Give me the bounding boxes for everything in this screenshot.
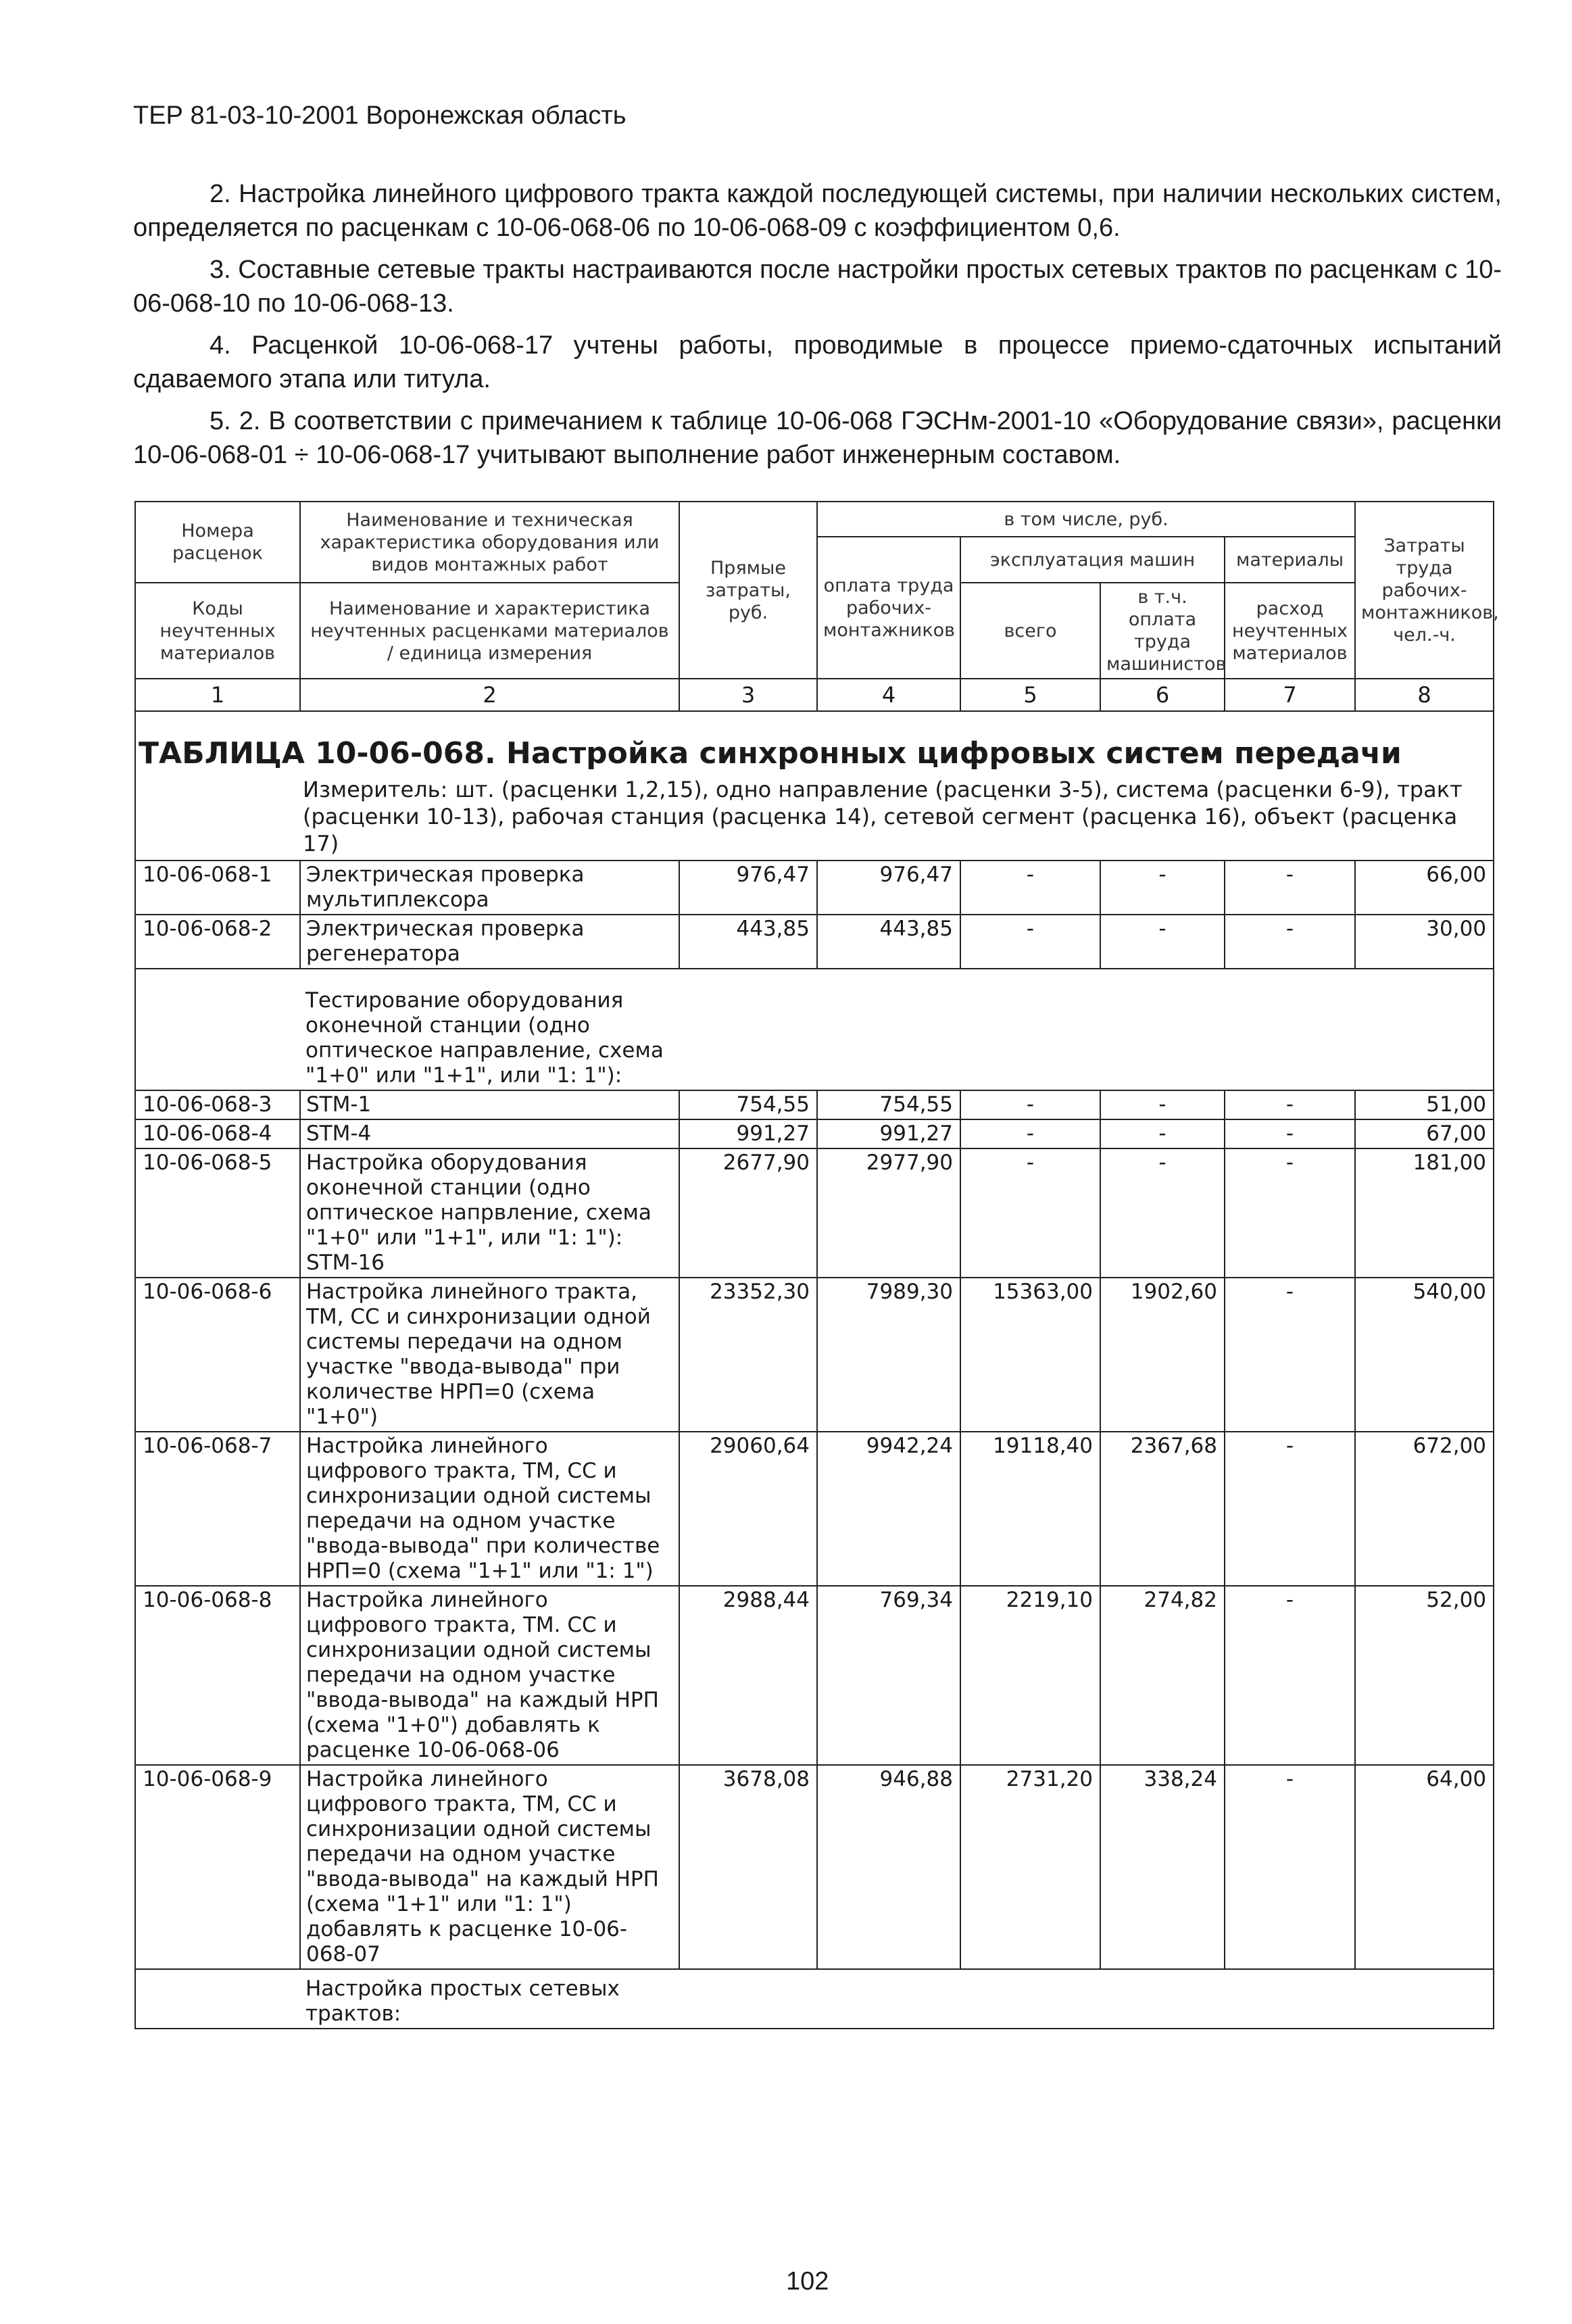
header-worker-pay: оплата труда рабочих-монтажников bbox=[817, 537, 960, 679]
table-row bbox=[135, 915, 1494, 969]
group-title: Настройка простых сетевых трактов: bbox=[305, 1977, 620, 2026]
machinist-pay: 274,82 bbox=[1100, 1586, 1225, 1765]
column-number: 7 bbox=[1225, 679, 1355, 711]
direct-costs: 976,47 bbox=[679, 861, 817, 915]
header-rate-numbers: Номера расценок bbox=[135, 502, 300, 583]
materials: - bbox=[1225, 1148, 1355, 1278]
rate-name: STM-4 bbox=[300, 1119, 679, 1148]
group-row bbox=[135, 969, 1494, 1090]
direct-costs: 29060,64 bbox=[679, 1432, 817, 1586]
header-direct-costs: Прямые затраты, руб. bbox=[679, 502, 817, 679]
labor-hours: 64,00 bbox=[1355, 1765, 1494, 1969]
rate-code: 10-06-068-5 bbox=[135, 1148, 300, 1278]
worker-pay: 946,88 bbox=[817, 1765, 960, 1969]
header-material-codes: Коды неучтенных материалов bbox=[135, 583, 300, 679]
materials: - bbox=[1225, 1765, 1355, 1969]
header-work-name: Наименование и техническая характеристика оборудования или видов монтажных работ bbox=[300, 502, 679, 583]
labor-hours: 67,00 bbox=[1355, 1119, 1494, 1148]
labor-hours: 672,00 bbox=[1355, 1432, 1494, 1586]
rate-code: 10-06-068-8 bbox=[135, 1586, 300, 1765]
machinist-pay: - bbox=[1100, 861, 1225, 915]
rate-name: Настройка линейного цифрового тракта, ТМ. СС и синхронизации одной системы передачи на одном участке "ввода-вывода" на каждый НРП (схема "1+0") добавлять к расценке 10-06-068-06 bbox=[300, 1586, 679, 1765]
table-row bbox=[135, 1119, 1494, 1148]
header-material-consumption: расход неучтенных материалов bbox=[1225, 583, 1355, 679]
column-number: 3 bbox=[679, 679, 817, 711]
rate-name: Электрическая проверка регенератора bbox=[300, 915, 679, 969]
machines-total: - bbox=[960, 1090, 1100, 1119]
labor-hours: 66,00 bbox=[1355, 861, 1494, 915]
direct-costs: 2677,90 bbox=[679, 1148, 817, 1278]
column-number: 8 bbox=[1355, 679, 1494, 711]
note-5: 5. 2. В соответствии с примечанием к таблице 10-06-068 ГЭСНм-2001-10 «Оборудование связи», расценки 10-06-068-01 ÷ 10-06-068-17 учитывают выполнение работ инженерным составом. bbox=[133, 407, 1502, 469]
machines-total: 15363,00 bbox=[960, 1278, 1100, 1432]
worker-pay: 2977,90 bbox=[817, 1148, 960, 1278]
header-machinist-pay: в т.ч. оплата труда машинистов bbox=[1100, 583, 1225, 679]
table-row bbox=[135, 1432, 1494, 1586]
rate-code: 10-06-068-4 bbox=[135, 1119, 300, 1148]
worker-pay: 769,34 bbox=[817, 1586, 960, 1765]
worker-pay: 976,47 bbox=[817, 861, 960, 915]
header-machines: эксплуатация машин bbox=[960, 537, 1225, 583]
labor-hours: 52,00 bbox=[1355, 1586, 1494, 1765]
labor-hours: 51,00 bbox=[1355, 1090, 1494, 1119]
table-row bbox=[135, 861, 1494, 915]
machines-total: 19118,40 bbox=[960, 1432, 1100, 1586]
header-material-names: Наименование и характеристика неучтенных расценками материалов / единица измерения bbox=[300, 583, 679, 679]
labor-hours: 540,00 bbox=[1355, 1278, 1494, 1432]
measure-text: шт. (расценки 1,2,15), одно направление (расценки 3-5), система (расценки 6-9), тракт (расценки 10-13), рабочая станция (расценка 14), сетевой сегмент (расценка 16), объект (расценка 17) bbox=[303, 777, 1463, 856]
direct-costs: 2988,44 bbox=[679, 1586, 817, 1765]
rate-name: Настройка линейного цифрового тракта, ТМ, СС и синхронизации одной системы передачи на одном участке "ввода-вывода" при количестве НРП=0 (схема "1+1" или "1: 1") bbox=[300, 1432, 679, 1586]
machines-total: - bbox=[960, 861, 1100, 915]
machinist-pay: 1902,60 bbox=[1100, 1278, 1225, 1432]
table-measure bbox=[139, 776, 1493, 860]
column-number: 6 bbox=[1100, 679, 1225, 711]
materials: - bbox=[1225, 1432, 1355, 1586]
direct-costs: 3678,08 bbox=[679, 1765, 817, 1969]
materials: - bbox=[1225, 1090, 1355, 1119]
rate-name: Настройка линейного цифрового тракта, ТМ, СС и синхронизации одной системы передачи на одном участке "ввода-вывода" на каждый НРП (схема "1+1" или "1: 1") добавлять к расценке 10-06-068-07 bbox=[300, 1765, 679, 1969]
machines-total: 2219,10 bbox=[960, 1586, 1100, 1765]
header-materials: материалы bbox=[1225, 537, 1355, 583]
materials: - bbox=[1225, 915, 1355, 969]
worker-pay: 754,55 bbox=[817, 1090, 960, 1119]
table-title: ТАБЛИЦА 10-06-068. Настройка синхронных цифровых систем передачи bbox=[139, 736, 1402, 771]
materials: - bbox=[1225, 1278, 1355, 1432]
column-number: 4 bbox=[817, 679, 960, 711]
direct-costs: 754,55 bbox=[679, 1090, 817, 1119]
header-including: в том числе, руб. bbox=[817, 502, 1355, 537]
machinist-pay: - bbox=[1100, 915, 1225, 969]
machines-total: - bbox=[960, 1119, 1100, 1148]
rate-code: 10-06-068-9 bbox=[135, 1765, 300, 1969]
machines-total: - bbox=[960, 1148, 1100, 1278]
rate-name: Электрическая проверка мультиплексора bbox=[300, 861, 679, 915]
machinist-pay: - bbox=[1100, 1090, 1225, 1119]
notes-section bbox=[133, 177, 1502, 480]
rate-name: Настройка оборудования оконечной станции (одно оптическое напрвление, схема "1+0" или "1+1", или "1: 1"): STM-16 bbox=[300, 1148, 679, 1278]
group-row bbox=[135, 1969, 1494, 2029]
direct-costs: 991,27 bbox=[679, 1119, 817, 1148]
direct-costs: 443,85 bbox=[679, 915, 817, 969]
note-4: 4. Расценкой 10-06-068-17 учтены работы, проводимые в процессе приемо-сдаточных испытаний сдаваемого этапа или титула. bbox=[133, 331, 1502, 393]
rates-table bbox=[134, 501, 1499, 2029]
header-machines-total: всего bbox=[960, 583, 1100, 679]
group-title: Тестирование оборудования оконечной станции (одно оптическое направление, схема "1+0" или "1+1", или "1: 1"): bbox=[305, 988, 664, 1088]
rate-name: Настройка линейного тракта, ТМ, СС и синхронизации одной системы передачи на одном участке "ввода-вывода" при количестве НРП=0 (схема "1+0") bbox=[300, 1278, 679, 1432]
direct-costs: 23352,30 bbox=[679, 1278, 817, 1432]
note-3: 3. Составные сетевые тракты настраиваются после настройки простых сетевых трактов по расценкам с 10-06-068-10 по 10-06-068-13. bbox=[133, 256, 1502, 318]
machinist-pay: 2367,68 bbox=[1100, 1432, 1225, 1586]
table-row bbox=[135, 1765, 1494, 1969]
page-number: 102 bbox=[786, 2267, 829, 2296]
table-row bbox=[135, 1278, 1494, 1432]
rate-code: 10-06-068-7 bbox=[135, 1432, 300, 1586]
measure-label: Измеритель: bbox=[303, 777, 448, 802]
worker-pay: 9942,24 bbox=[817, 1432, 960, 1586]
column-number: 2 bbox=[300, 679, 679, 711]
note-2: 2. Настройка линейного цифрового тракта каждой последующей системы, при наличии нескольких систем, определяется по расценкам с 10-06-068-06 по 10-06-068-09 с коэффициентом 0,6. bbox=[133, 180, 1502, 242]
rate-code: 10-06-068-3 bbox=[135, 1090, 300, 1119]
machinist-pay: 338,24 bbox=[1100, 1765, 1225, 1969]
table-row bbox=[135, 1090, 1494, 1119]
rate-name: STM-1 bbox=[300, 1090, 679, 1119]
document-header: ТЕР 81-03-10-2001 Воронежская область bbox=[133, 101, 627, 130]
worker-pay: 443,85 bbox=[817, 915, 960, 969]
column-number: 5 bbox=[960, 679, 1100, 711]
worker-pay: 991,27 bbox=[817, 1119, 960, 1148]
table-row bbox=[135, 1586, 1494, 1765]
rate-code: 10-06-068-2 bbox=[135, 915, 300, 969]
machines-total: - bbox=[960, 915, 1100, 969]
materials: - bbox=[1225, 1119, 1355, 1148]
header-labor-hours: Затраты труда рабочих-монтажников, чел.-ч. bbox=[1355, 502, 1494, 679]
rate-code: 10-06-068-1 bbox=[135, 861, 300, 915]
machinist-pay: - bbox=[1100, 1119, 1225, 1148]
machines-total: 2731,20 bbox=[960, 1765, 1100, 1969]
machinist-pay: - bbox=[1100, 1148, 1225, 1278]
labor-hours: 181,00 bbox=[1355, 1148, 1494, 1278]
column-number: 1 bbox=[135, 679, 300, 711]
labor-hours: 30,00 bbox=[1355, 915, 1494, 969]
materials: - bbox=[1225, 861, 1355, 915]
table-row bbox=[135, 1148, 1494, 1278]
materials: - bbox=[1225, 1586, 1355, 1765]
rate-code: 10-06-068-6 bbox=[135, 1278, 300, 1432]
worker-pay: 7989,30 bbox=[817, 1278, 960, 1432]
